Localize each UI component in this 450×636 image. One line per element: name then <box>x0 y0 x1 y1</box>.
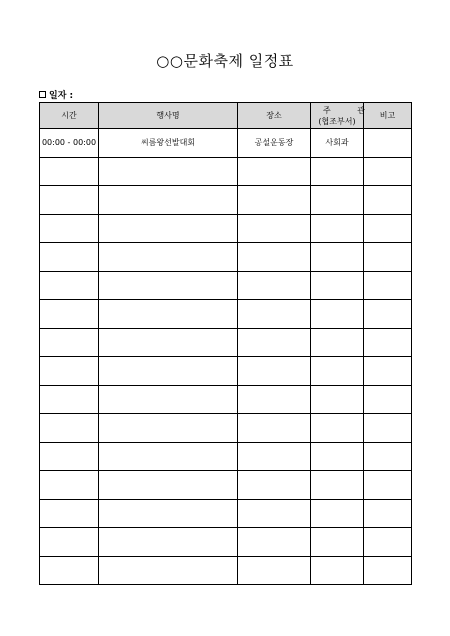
table-row <box>40 157 412 186</box>
cell-organizer <box>311 528 364 557</box>
cell-time <box>40 243 99 272</box>
cell-organizer <box>311 499 364 528</box>
cell-event <box>99 328 238 357</box>
cell-note <box>364 328 412 357</box>
header-organizer <box>311 103 377 129</box>
table-row <box>40 357 412 386</box>
table-row <box>40 528 412 557</box>
cell-event <box>99 214 238 243</box>
cell-time <box>40 414 99 443</box>
table-row <box>40 300 412 329</box>
cell-place <box>238 243 311 272</box>
cell-place <box>238 385 311 414</box>
cell-place <box>238 528 311 557</box>
cell-organizer <box>311 471 364 500</box>
schedule-table <box>39 102 412 585</box>
cell-note <box>364 442 412 471</box>
cell-event <box>99 528 238 557</box>
table-row <box>40 499 412 528</box>
cell-note <box>364 243 412 272</box>
header-place: 장소 <box>238 103 311 129</box>
cell-organizer <box>311 157 364 186</box>
cell-event <box>99 186 238 215</box>
header-organizer-bottom: (협조부서) <box>318 116 356 126</box>
date-label: 일자 : <box>49 91 74 101</box>
cell-note <box>364 385 412 414</box>
cell-note <box>364 499 412 528</box>
cell-time <box>40 157 99 186</box>
cell-organizer <box>311 556 364 585</box>
document-title: ○○문화축제 일정표 <box>156 52 294 70</box>
cell-note <box>364 214 412 243</box>
table-row <box>40 556 412 585</box>
cell-event <box>99 300 238 329</box>
header-organizer-top: 주 관 <box>323 105 377 115</box>
cell-note <box>364 357 412 386</box>
cell-place <box>238 157 311 186</box>
cell-time <box>40 442 99 471</box>
cell-place <box>238 442 311 471</box>
cell-time <box>40 499 99 528</box>
cell-place <box>238 414 311 443</box>
cell-event <box>99 556 238 585</box>
cell-event <box>99 385 238 414</box>
cell-organizer <box>311 243 364 272</box>
cell-note <box>364 528 412 557</box>
table-row <box>40 385 412 414</box>
cell-organizer <box>311 328 364 357</box>
cell-time: 00:00 - 00:00 <box>40 129 99 158</box>
cell-time <box>40 385 99 414</box>
cell-note <box>364 414 412 443</box>
cell-organizer <box>311 271 364 300</box>
cell-place <box>238 328 311 357</box>
cell-organizer <box>311 414 364 443</box>
cell-organizer <box>311 214 364 243</box>
cell-note <box>364 157 412 186</box>
cell-time <box>40 186 99 215</box>
cell-organizer <box>311 357 364 386</box>
table-header-row <box>40 103 412 129</box>
cell-event: 씨름왕선발대회 <box>99 129 238 158</box>
cell-time <box>40 214 99 243</box>
table-row <box>40 471 412 500</box>
cell-organizer <box>311 385 364 414</box>
cell-note <box>364 300 412 329</box>
table-row <box>40 214 412 243</box>
cell-time <box>40 357 99 386</box>
cell-place <box>238 214 311 243</box>
table-row <box>40 328 412 357</box>
header-event: 행사명 <box>99 103 238 129</box>
cell-note <box>364 556 412 585</box>
cell-event <box>99 157 238 186</box>
cell-note <box>364 186 412 215</box>
table-row <box>40 271 412 300</box>
cell-event <box>99 357 238 386</box>
checkbox-icon <box>39 91 46 98</box>
cell-time <box>40 328 99 357</box>
cell-organizer <box>311 186 364 215</box>
cell-place: 공설운동장 <box>238 129 311 158</box>
cell-organizer <box>311 300 364 329</box>
header-note: 비고 <box>364 103 412 129</box>
cell-event <box>99 243 238 272</box>
cell-time <box>40 528 99 557</box>
table-row <box>40 243 412 272</box>
cell-place <box>238 300 311 329</box>
table-row <box>40 129 412 158</box>
table-row <box>40 186 412 215</box>
date-line <box>39 88 73 101</box>
cell-event <box>99 499 238 528</box>
table-row <box>40 442 412 471</box>
cell-event <box>99 471 238 500</box>
cell-event <box>99 414 238 443</box>
cell-time <box>40 271 99 300</box>
cell-event <box>99 271 238 300</box>
cell-note <box>364 271 412 300</box>
cell-place <box>238 556 311 585</box>
cell-place <box>238 471 311 500</box>
header-time: 시간 <box>40 103 99 129</box>
cell-place <box>238 357 311 386</box>
cell-place <box>238 499 311 528</box>
cell-organizer <box>311 442 364 471</box>
cell-time <box>40 300 99 329</box>
cell-place <box>238 271 311 300</box>
cell-time <box>40 471 99 500</box>
cell-note <box>364 129 412 158</box>
cell-note <box>364 471 412 500</box>
table-row <box>40 414 412 443</box>
cell-time <box>40 556 99 585</box>
cell-event <box>99 442 238 471</box>
cell-place <box>238 186 311 215</box>
cell-organizer: 사회과 <box>311 129 364 158</box>
